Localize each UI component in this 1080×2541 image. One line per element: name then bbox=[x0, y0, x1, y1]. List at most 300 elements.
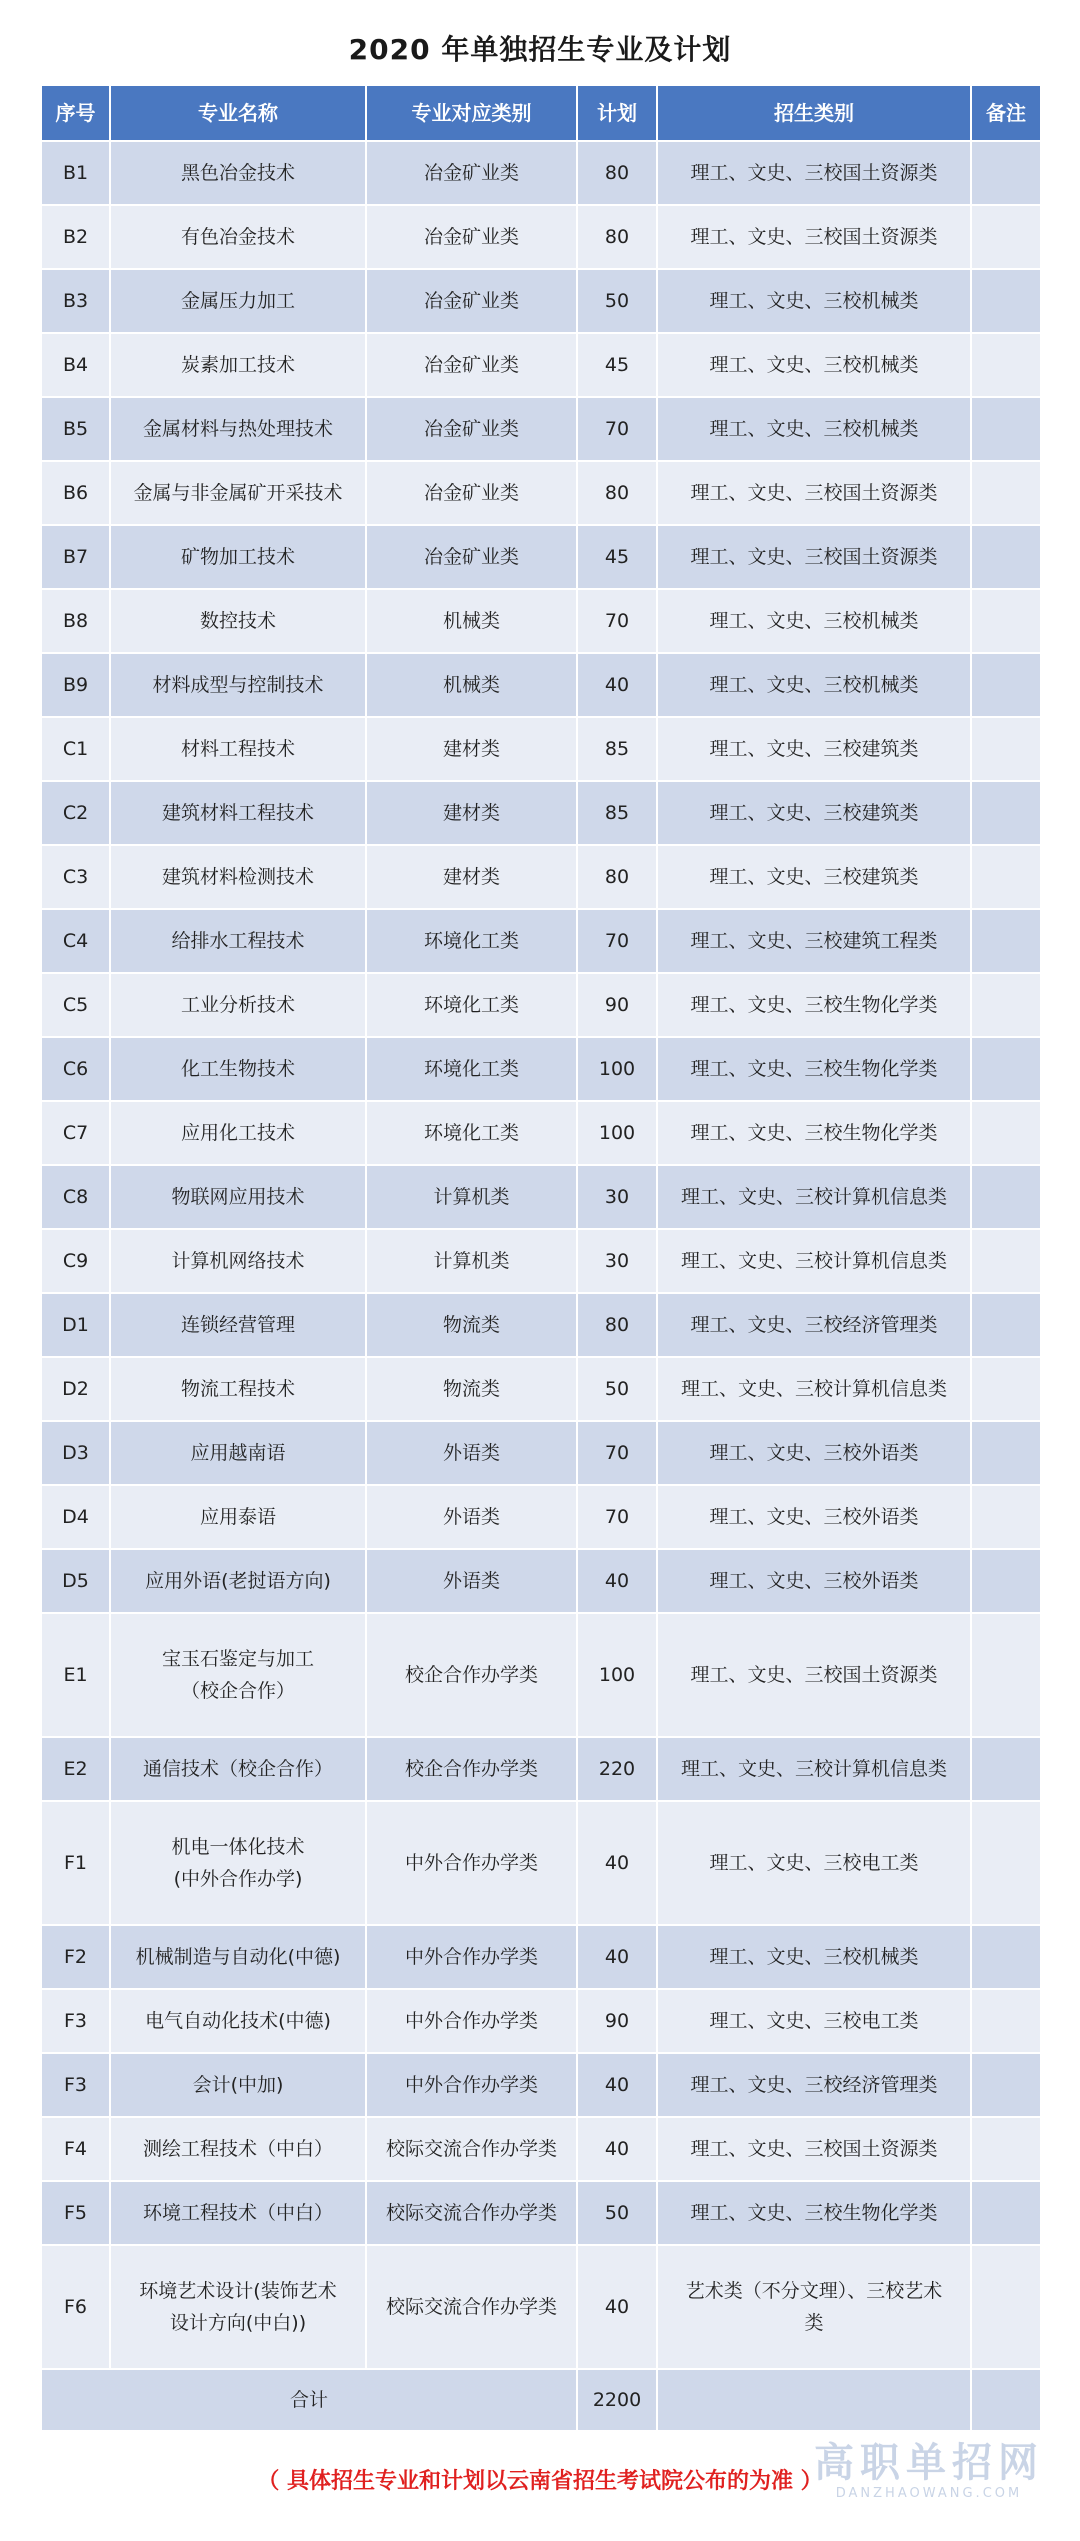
row-category: 外语类 bbox=[366, 1421, 577, 1485]
row-name-line: 建筑材料工程技术 bbox=[161, 802, 314, 824]
row-name bbox=[110, 1037, 366, 1101]
row-type bbox=[657, 1485, 971, 1549]
row-plan: 40 bbox=[577, 2245, 657, 2369]
row-name-line: 矿物加工技术 bbox=[180, 546, 295, 568]
row-no: C3 bbox=[41, 845, 110, 909]
table-row bbox=[41, 1613, 1041, 1737]
row-name-line: 金属材料与热处理技术 bbox=[142, 418, 333, 440]
row-no: F1 bbox=[41, 1801, 110, 1925]
row-type bbox=[657, 1925, 971, 1989]
row-name-line: 数控技术 bbox=[199, 610, 276, 632]
row-type-line: 理工、文史、三校国土资源类 bbox=[690, 482, 938, 504]
row-type-line: 理工、文史、三校建筑类 bbox=[709, 866, 919, 888]
table-row bbox=[41, 1989, 1041, 2053]
row-type-line: 理工、文史、三校机械类 bbox=[709, 418, 919, 440]
row-note bbox=[971, 1037, 1041, 1101]
row-type-line: 理工、文史、三校国土资源类 bbox=[690, 162, 938, 184]
row-type-line: 理工、文史、三校生物化学类 bbox=[690, 2202, 938, 2224]
header-type: 招生类别 bbox=[657, 85, 971, 141]
row-type-line: 理工、文史、三校国土资源类 bbox=[690, 226, 938, 248]
row-type bbox=[657, 525, 971, 589]
row-type bbox=[657, 2053, 971, 2117]
row-name-line: 环境工程技术（中白） bbox=[142, 2202, 333, 2224]
row-plan: 70 bbox=[577, 1485, 657, 1549]
header-category: 专业对应类别 bbox=[366, 85, 577, 141]
row-note bbox=[971, 1357, 1041, 1421]
row-note bbox=[971, 205, 1041, 269]
row-name bbox=[110, 1293, 366, 1357]
table-row bbox=[41, 525, 1041, 589]
row-type-line: 理工、文史、三校机械类 bbox=[709, 290, 919, 312]
row-plan: 100 bbox=[577, 1037, 657, 1101]
row-name bbox=[110, 333, 366, 397]
row-note bbox=[971, 2245, 1041, 2369]
row-note bbox=[971, 1485, 1041, 1549]
row-plan: 80 bbox=[577, 845, 657, 909]
row-plan: 85 bbox=[577, 781, 657, 845]
row-category: 建材类 bbox=[366, 845, 577, 909]
table-row bbox=[41, 397, 1041, 461]
row-type bbox=[657, 1101, 971, 1165]
row-note bbox=[971, 909, 1041, 973]
row-category: 冶金矿业类 bbox=[366, 205, 577, 269]
row-type-line: 理工、文史、三校生物化学类 bbox=[690, 1058, 938, 1080]
row-category: 冶金矿业类 bbox=[366, 525, 577, 589]
table-row bbox=[41, 1485, 1041, 1549]
row-name bbox=[110, 141, 366, 205]
row-plan: 30 bbox=[577, 1165, 657, 1229]
row-name bbox=[110, 781, 366, 845]
page-title: 2020 年单独招生专业及计划 bbox=[348, 33, 732, 66]
row-name-line: 材料成型与控制技术 bbox=[152, 674, 324, 696]
row-no: E2 bbox=[41, 1737, 110, 1801]
row-category: 外语类 bbox=[366, 1485, 577, 1549]
row-no: B2 bbox=[41, 205, 110, 269]
row-no: E1 bbox=[41, 1613, 110, 1737]
row-type bbox=[657, 589, 971, 653]
row-name bbox=[110, 461, 366, 525]
row-name bbox=[110, 1925, 366, 1989]
row-name-line: 环境艺术设计(装饰艺术 bbox=[139, 2280, 337, 2302]
row-name bbox=[110, 1229, 366, 1293]
row-note bbox=[971, 1989, 1041, 2053]
row-type bbox=[657, 1229, 971, 1293]
row-note bbox=[971, 1293, 1041, 1357]
row-name bbox=[110, 1989, 366, 2053]
table-row bbox=[41, 2053, 1041, 2117]
row-category: 环境化工类 bbox=[366, 1037, 577, 1101]
table-row bbox=[41, 1037, 1041, 1101]
table-row bbox=[41, 909, 1041, 973]
row-type-line: 理工、文史、三校机械类 bbox=[709, 354, 919, 376]
row-name bbox=[110, 909, 366, 973]
row-plan: 80 bbox=[577, 205, 657, 269]
row-name bbox=[110, 2245, 366, 2369]
row-note bbox=[971, 845, 1041, 909]
row-name-line: 会计(中加) bbox=[192, 2074, 284, 2096]
row-category: 物流类 bbox=[366, 1357, 577, 1421]
row-no: F5 bbox=[41, 2181, 110, 2245]
row-type bbox=[657, 333, 971, 397]
row-name-line: 电气自动化技术(中德) bbox=[145, 2010, 331, 2032]
row-type bbox=[657, 1293, 971, 1357]
row-name-line: 化工生物技术 bbox=[180, 1058, 295, 1080]
row-note bbox=[971, 269, 1041, 333]
row-type bbox=[657, 1613, 971, 1737]
row-category: 校际交流合作办学类 bbox=[366, 2245, 577, 2369]
row-note bbox=[971, 1421, 1041, 1485]
row-name-line: 材料工程技术 bbox=[180, 738, 295, 760]
row-name-line: 物联网应用技术 bbox=[171, 1186, 305, 1208]
row-note bbox=[971, 589, 1041, 653]
row-type-line: 理工、文史、三校电工类 bbox=[709, 2010, 919, 2032]
row-plan: 30 bbox=[577, 1229, 657, 1293]
row-no: F2 bbox=[41, 1925, 110, 1989]
total-note-cell bbox=[971, 2369, 1041, 2431]
row-type-line: 理工、文史、三校外语类 bbox=[709, 1570, 919, 1592]
table-row bbox=[41, 1549, 1041, 1613]
row-plan: 80 bbox=[577, 1293, 657, 1357]
row-type-line: 理工、文史、三校国土资源类 bbox=[690, 1664, 938, 1686]
watermark-text: 高职单招网 bbox=[814, 2440, 1044, 2486]
row-name-line: 通信技术（校企合作） bbox=[142, 1758, 333, 1780]
row-name bbox=[110, 205, 366, 269]
row-plan: 80 bbox=[577, 141, 657, 205]
row-note bbox=[971, 1737, 1041, 1801]
table-row bbox=[41, 141, 1041, 205]
row-category: 校企合作办学类 bbox=[366, 1737, 577, 1801]
row-type-line: 理工、文史、三校外语类 bbox=[709, 1442, 919, 1464]
row-name-line: (中外合作办学) bbox=[173, 1868, 303, 1890]
row-no: F3 bbox=[41, 2053, 110, 2117]
row-category: 校企合作办学类 bbox=[366, 1613, 577, 1737]
row-no: B9 bbox=[41, 653, 110, 717]
row-plan: 70 bbox=[577, 909, 657, 973]
row-plan: 40 bbox=[577, 1549, 657, 1613]
table-row bbox=[41, 1229, 1041, 1293]
row-category: 外语类 bbox=[366, 1549, 577, 1613]
table-row bbox=[41, 1801, 1041, 1925]
row-plan: 70 bbox=[577, 1421, 657, 1485]
table-row bbox=[41, 1925, 1041, 1989]
total-row bbox=[41, 2369, 1041, 2431]
row-type-line: 理工、文史、三校计算机信息类 bbox=[680, 1758, 947, 1780]
row-name-line: 计算机网络技术 bbox=[171, 1250, 305, 1272]
row-plan: 50 bbox=[577, 269, 657, 333]
row-note bbox=[971, 1549, 1041, 1613]
row-no: C2 bbox=[41, 781, 110, 845]
row-type-line: 理工、文史、三校外语类 bbox=[709, 1506, 919, 1528]
row-type bbox=[657, 717, 971, 781]
row-name-line: 建筑材料检测技术 bbox=[161, 866, 314, 888]
row-name-line: 设计方向(中白)) bbox=[169, 2312, 307, 2334]
row-category: 环境化工类 bbox=[366, 909, 577, 973]
row-type-line: 理工、文史、三校经济管理类 bbox=[690, 1314, 938, 1336]
row-note bbox=[971, 461, 1041, 525]
row-plan: 40 bbox=[577, 2117, 657, 2181]
row-category: 冶金矿业类 bbox=[366, 461, 577, 525]
row-type-line: 理工、文史、三校机械类 bbox=[709, 610, 919, 632]
row-plan: 80 bbox=[577, 461, 657, 525]
row-plan: 40 bbox=[577, 1801, 657, 1925]
row-type bbox=[657, 1357, 971, 1421]
row-category: 环境化工类 bbox=[366, 973, 577, 1037]
row-name bbox=[110, 2117, 366, 2181]
row-name-line: 金属与非金属矿开采技术 bbox=[133, 482, 343, 504]
row-name bbox=[110, 1421, 366, 1485]
row-name bbox=[110, 717, 366, 781]
row-type bbox=[657, 269, 971, 333]
row-type bbox=[657, 141, 971, 205]
row-name bbox=[110, 589, 366, 653]
table-row bbox=[41, 1101, 1041, 1165]
row-no: C1 bbox=[41, 717, 110, 781]
row-no: F4 bbox=[41, 2117, 110, 2181]
row-name bbox=[110, 525, 366, 589]
row-type-line: 理工、文史、三校机械类 bbox=[709, 674, 919, 696]
table-row bbox=[41, 717, 1041, 781]
row-type-line: 理工、文史、三校建筑工程类 bbox=[690, 930, 938, 952]
row-no: C7 bbox=[41, 1101, 110, 1165]
row-category: 中外合作办学类 bbox=[366, 1925, 577, 1989]
row-type bbox=[657, 2117, 971, 2181]
row-no: C6 bbox=[41, 1037, 110, 1101]
row-note bbox=[971, 333, 1041, 397]
row-category: 冶金矿业类 bbox=[366, 333, 577, 397]
row-name bbox=[110, 973, 366, 1037]
row-no: F6 bbox=[41, 2245, 110, 2369]
row-no: D5 bbox=[41, 1549, 110, 1613]
row-note bbox=[971, 2053, 1041, 2117]
header-note: 备注 bbox=[971, 85, 1041, 141]
row-type bbox=[657, 845, 971, 909]
table-row bbox=[41, 2117, 1041, 2181]
row-name-line: 应用越南语 bbox=[190, 1442, 286, 1464]
row-note bbox=[971, 1925, 1041, 1989]
row-name bbox=[110, 2181, 366, 2245]
row-category: 校际交流合作办学类 bbox=[366, 2117, 577, 2181]
row-type bbox=[657, 2181, 971, 2245]
row-type-line: 理工、文史、三校国土资源类 bbox=[690, 546, 938, 568]
row-name bbox=[110, 2053, 366, 2117]
row-name-line: 金属压力加工 bbox=[180, 290, 295, 312]
row-no: C9 bbox=[41, 1229, 110, 1293]
row-no: B6 bbox=[41, 461, 110, 525]
row-category: 中外合作办学类 bbox=[366, 1801, 577, 1925]
total-type-cell bbox=[657, 2369, 971, 2431]
row-name bbox=[110, 653, 366, 717]
row-category: 冶金矿业类 bbox=[366, 141, 577, 205]
row-note bbox=[971, 781, 1041, 845]
table-row bbox=[41, 589, 1041, 653]
row-type bbox=[657, 909, 971, 973]
table-row bbox=[41, 205, 1041, 269]
row-plan: 70 bbox=[577, 397, 657, 461]
row-plan: 90 bbox=[577, 973, 657, 1037]
row-name bbox=[110, 397, 366, 461]
row-name bbox=[110, 1549, 366, 1613]
row-type-line: 艺术类（不分文理）、三校艺术 bbox=[685, 2280, 943, 2302]
row-plan: 70 bbox=[577, 589, 657, 653]
row-note bbox=[971, 1165, 1041, 1229]
row-name-line: 工业分析技术 bbox=[180, 994, 295, 1016]
row-no: D1 bbox=[41, 1293, 110, 1357]
row-type bbox=[657, 1737, 971, 1801]
row-name-line: 有色冶金技术 bbox=[180, 226, 295, 248]
row-note bbox=[971, 2117, 1041, 2181]
row-no: C8 bbox=[41, 1165, 110, 1229]
row-no: B1 bbox=[41, 141, 110, 205]
table-row bbox=[41, 845, 1041, 909]
row-type-line: 理工、文史、三校国土资源类 bbox=[690, 2138, 938, 2160]
row-category: 冶金矿业类 bbox=[366, 269, 577, 333]
row-no: B4 bbox=[41, 333, 110, 397]
row-name bbox=[110, 269, 366, 333]
row-type-line: 理工、文史、三校机械类 bbox=[709, 1946, 919, 1968]
row-type bbox=[657, 1989, 971, 2053]
row-type bbox=[657, 973, 971, 1037]
row-category: 中外合作办学类 bbox=[366, 2053, 577, 2117]
row-type bbox=[657, 1549, 971, 1613]
row-type bbox=[657, 205, 971, 269]
row-type bbox=[657, 2245, 971, 2369]
row-name-line: 炭素加工技术 bbox=[180, 354, 295, 376]
row-name-line: 应用外语(老挝语方向) bbox=[145, 1570, 331, 1592]
row-name-line: 机电一体化技术 bbox=[171, 1836, 305, 1858]
row-type bbox=[657, 1165, 971, 1229]
row-plan: 45 bbox=[577, 525, 657, 589]
row-name bbox=[110, 1613, 366, 1737]
table-header-row bbox=[41, 85, 1041, 141]
row-type-line: 类 bbox=[804, 2312, 824, 2334]
row-category: 建材类 bbox=[366, 717, 577, 781]
table-row bbox=[41, 781, 1041, 845]
row-note bbox=[971, 2181, 1041, 2245]
row-plan: 40 bbox=[577, 653, 657, 717]
row-no: D2 bbox=[41, 1357, 110, 1421]
row-note bbox=[971, 653, 1041, 717]
row-name-line: 宝玉石鉴定与加工 bbox=[161, 1648, 314, 1670]
row-category: 机械类 bbox=[366, 589, 577, 653]
row-plan: 40 bbox=[577, 2053, 657, 2117]
row-note bbox=[971, 525, 1041, 589]
row-type-line: 理工、文史、三校计算机信息类 bbox=[680, 1186, 947, 1208]
row-name-line: 测绘工程技术（中白） bbox=[142, 2138, 333, 2160]
row-no: D3 bbox=[41, 1421, 110, 1485]
row-type-line: 理工、文史、三校建筑类 bbox=[709, 738, 919, 760]
row-note bbox=[971, 141, 1041, 205]
row-plan: 100 bbox=[577, 1101, 657, 1165]
table-row bbox=[41, 2245, 1041, 2369]
row-type bbox=[657, 461, 971, 525]
row-type bbox=[657, 1421, 971, 1485]
row-type-line: 理工、文史、三校生物化学类 bbox=[690, 994, 938, 1016]
row-note bbox=[971, 1613, 1041, 1737]
table-row bbox=[41, 2181, 1041, 2245]
table-row bbox=[41, 653, 1041, 717]
header-name: 专业名称 bbox=[110, 85, 366, 141]
enrollment-plan-table bbox=[40, 84, 1042, 2432]
table-row bbox=[41, 1421, 1041, 1485]
row-plan: 220 bbox=[577, 1737, 657, 1801]
row-plan: 40 bbox=[577, 1925, 657, 1989]
row-category: 机械类 bbox=[366, 653, 577, 717]
row-name-line: 物流工程技术 bbox=[180, 1378, 295, 1400]
row-name-line: 黑色冶金技术 bbox=[180, 162, 295, 184]
row-note bbox=[971, 717, 1041, 781]
table-row bbox=[41, 1293, 1041, 1357]
row-category: 中外合作办学类 bbox=[366, 1989, 577, 2053]
table-row bbox=[41, 461, 1041, 525]
row-type-line: 理工、文史、三校建筑类 bbox=[709, 802, 919, 824]
row-type bbox=[657, 653, 971, 717]
row-no: B3 bbox=[41, 269, 110, 333]
table-row bbox=[41, 973, 1041, 1037]
row-category: 环境化工类 bbox=[366, 1101, 577, 1165]
row-category: 建材类 bbox=[366, 781, 577, 845]
row-type bbox=[657, 397, 971, 461]
row-type-line: 理工、文史、三校计算机信息类 bbox=[680, 1378, 947, 1400]
footnote: （ 具体招生专业和计划以云南省招生考试院公布的为准 ） bbox=[257, 2469, 823, 2494]
row-type-line: 理工、文史、三校电工类 bbox=[709, 1852, 919, 1874]
header-no: 序号 bbox=[41, 85, 110, 141]
row-plan: 90 bbox=[577, 1989, 657, 2053]
row-category: 校际交流合作办学类 bbox=[366, 2181, 577, 2245]
row-type bbox=[657, 781, 971, 845]
row-no: C5 bbox=[41, 973, 110, 1037]
row-name-line: （校企合作） bbox=[180, 1680, 295, 1702]
row-category: 计算机类 bbox=[366, 1165, 577, 1229]
row-note bbox=[971, 1801, 1041, 1925]
row-type-line: 理工、文史、三校计算机信息类 bbox=[680, 1250, 947, 1272]
row-plan: 100 bbox=[577, 1613, 657, 1737]
table-row bbox=[41, 333, 1041, 397]
row-type bbox=[657, 1801, 971, 1925]
row-name-line: 机械制造与自动化(中德) bbox=[135, 1946, 341, 1968]
row-plan: 45 bbox=[577, 333, 657, 397]
row-note bbox=[971, 1229, 1041, 1293]
row-name-line: 应用泰语 bbox=[199, 1506, 276, 1528]
row-plan: 85 bbox=[577, 717, 657, 781]
row-category: 计算机类 bbox=[366, 1229, 577, 1293]
row-category: 冶金矿业类 bbox=[366, 397, 577, 461]
row-no: C4 bbox=[41, 909, 110, 973]
row-type bbox=[657, 1037, 971, 1101]
row-note bbox=[971, 1101, 1041, 1165]
row-no: B8 bbox=[41, 589, 110, 653]
row-name bbox=[110, 1101, 366, 1165]
row-name bbox=[110, 1357, 366, 1421]
header-plan: 计划 bbox=[577, 85, 657, 141]
row-type-line: 理工、文史、三校生物化学类 bbox=[690, 1122, 938, 1144]
row-name-line: 连锁经营管理 bbox=[180, 1314, 295, 1336]
row-name-line: 应用化工技术 bbox=[180, 1122, 295, 1144]
row-note bbox=[971, 397, 1041, 461]
total-label: 合计 bbox=[41, 2369, 577, 2431]
row-no: B5 bbox=[41, 397, 110, 461]
row-name bbox=[110, 1485, 366, 1549]
row-no: B7 bbox=[41, 525, 110, 589]
table-row bbox=[41, 269, 1041, 333]
watermark-logo bbox=[814, 2440, 1044, 2501]
watermark-domain: DANZHAOWANG.COM bbox=[835, 2486, 1023, 2501]
row-name bbox=[110, 1737, 366, 1801]
row-name bbox=[110, 1165, 366, 1229]
table-row bbox=[41, 1357, 1041, 1421]
row-plan: 50 bbox=[577, 1357, 657, 1421]
row-name bbox=[110, 1801, 366, 1925]
row-no: F3 bbox=[41, 1989, 110, 2053]
